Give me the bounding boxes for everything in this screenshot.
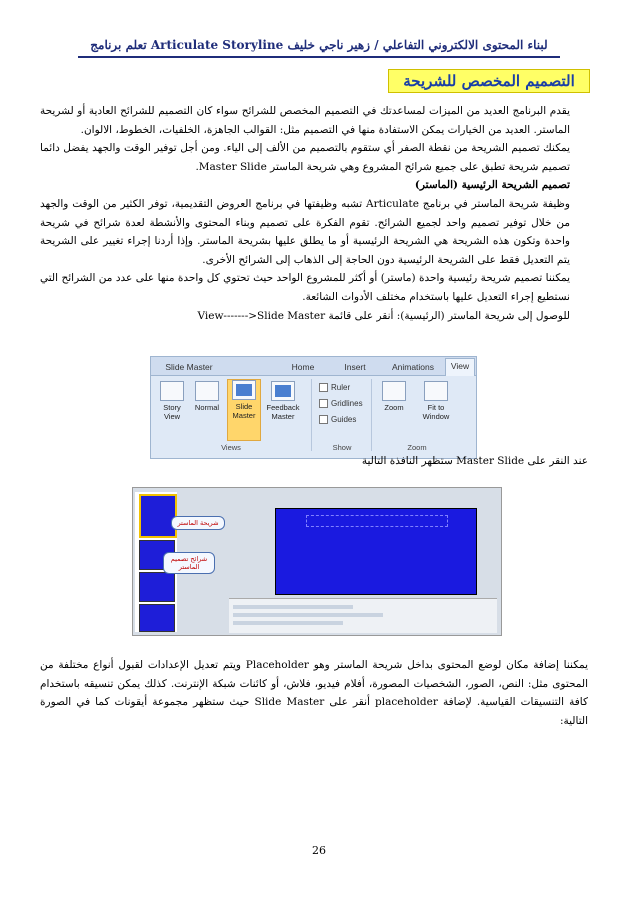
body-block-1 xyxy=(40,102,588,325)
tab-home[interactable]: Home xyxy=(291,362,315,372)
subheading-master: تصميم الشريحة الرئيسية (الماستر) xyxy=(414,179,570,192)
layout-thumbnail[interactable] xyxy=(139,572,175,602)
group-separator xyxy=(371,379,372,451)
callout-master: شريحة الماستر xyxy=(171,516,225,530)
caption-block xyxy=(40,452,588,471)
normal-view-icon xyxy=(195,381,219,401)
access-path-text: للوصول إلى شريحة الماستر (الرئيسية): أنقر على قائمة xyxy=(328,309,570,322)
paragraph-access-path xyxy=(40,307,588,326)
group-label-show: Show xyxy=(332,443,352,452)
header-divider xyxy=(78,56,560,58)
group-separator xyxy=(311,379,312,451)
gridlines-checkbox[interactable]: Gridlines xyxy=(319,399,363,408)
normal-view-button[interactable]: Normal xyxy=(191,381,223,412)
slide-master-button[interactable]: Slide Master xyxy=(227,379,261,441)
paragraph-placeholder: يمكننا إضافة مكان لوضع المحتوى بداخل شريحة الماستر وهو Placeholder ويتم تعديل الإعدادات لقبول أنواع مختلفة من المحتوى مثل: النص، الصور، الشخصيات المصورة، أفلام فيديو، فلاش، أو كائنات شبكة الإنترنت. كذلك يمكن تنسيقه باستخدام كافة التنسيقات القياسية. لإضافة placeholder أنقر على Slide Master حيث ستظهر مجموعة أيقونات كما في الصورة التالية: xyxy=(40,659,588,727)
magnifier-icon xyxy=(382,381,406,401)
fit-to-window-button[interactable]: Fit to Window xyxy=(415,381,457,421)
story-view-button[interactable]: Story View xyxy=(157,381,187,421)
fit-window-icon xyxy=(424,381,448,401)
layout-thumbnail[interactable] xyxy=(139,604,175,632)
timeline-row xyxy=(233,605,353,609)
tab-view[interactable]: View xyxy=(445,358,475,376)
title-placeholder[interactable] xyxy=(306,515,448,527)
page-number: 26 xyxy=(312,844,326,857)
paragraph-master-function: وظيفة شريحة الماستر في برنامج Articulate تشبه وظيفتها في برنامج العروض التقديمية، توفر الكثير من الوقت والجهد من خلال توفير تصميم واحد لجميع الشرائح. تقوم الفكرة على تصميم وبناء المحتوى والأنشطة لعدة شرائح في شريحة واحدة وتكون هذه الشريحة هي الشريحة الرئيسية أو ما يطلق عليها بشريحة الماستر. وإذا أردنا إجراء تغيير على الشريحة يتم التعديل فقط على الشريحة الرئيسية دون الحاجة إلى الذهاب إلى الشرائح الأخرى. xyxy=(40,197,570,266)
section-title-box xyxy=(388,69,590,93)
tab-slide-master[interactable]: Slide Master xyxy=(165,362,213,372)
guides-checkbox[interactable]: Guides xyxy=(319,415,356,424)
running-header: تعلم برنامج Articulate Storyline لبناء المحتوى الالكتروني التفاعلي / زهير ناجي خليف xyxy=(90,38,548,52)
paragraph-intro: يقدم البرنامج العديد من الميزات لمساعدتك في التصميم المخصص للشرائح سواء كان التصميم للشرائح العادية أو لشريحة الماستر. العديد من الخيارات يمكن الاستفادة منها في التصميم مثل: القوالب الجاهزة، الخلفيات، الخطوط، الالوان. xyxy=(40,105,570,136)
paragraph-from-scratch: يمكنك تصميم الشريحة من نقطة الصفر أي ستقوم بالتصميم من الألف إلى الياء. ومن أجل توفير الوقت والجهد يفضل دائما تصميم شريحة تطبق على جميع شرائح المشروع وهي شريحة الماستر Master Slide. xyxy=(40,142,570,173)
paragraph-multiple-masters: يمكننا تصميم شريحة رئيسية واحدة (ماستر) أو أكثر للمشروع الواحد حيث تحتوي كل واحدة منها على عدد من الشرائح التي نستطيع إجراء التعديل عليها باستخدام مختلف الأدوات الشائعة. xyxy=(40,272,570,303)
slide-master-window xyxy=(132,487,502,636)
master-thumbnail[interactable] xyxy=(139,494,177,538)
timeline-row xyxy=(233,621,343,625)
ribbon-tab-strip xyxy=(151,357,476,376)
window-caption: عند النقر على Master Slide ستظهر النافذة التالية xyxy=(361,455,588,467)
slide-master-icon xyxy=(232,380,256,400)
group-label-zoom: Zoom xyxy=(407,443,427,452)
body-block-2 xyxy=(40,656,588,730)
zoom-button[interactable]: Zoom xyxy=(377,381,411,412)
tab-insert[interactable]: Insert xyxy=(344,362,366,372)
access-path-menu: View------->Slide Master xyxy=(197,309,326,322)
slide-canvas[interactable] xyxy=(275,508,477,595)
tab-animations[interactable]: Animations xyxy=(391,362,435,372)
callout-layouts: شرائح تصميم الماستر xyxy=(163,552,215,574)
feedback-master-icon xyxy=(271,381,295,401)
section-title: التصميم المخصص للشريحة xyxy=(403,72,575,90)
group-label-views: Views xyxy=(221,443,241,452)
ruler-checkbox[interactable]: Ruler xyxy=(319,383,350,392)
timeline-panel xyxy=(229,598,497,633)
feedback-master-button[interactable]: Feedback Master xyxy=(261,381,305,421)
timeline-row xyxy=(233,613,383,617)
story-view-icon xyxy=(160,381,184,401)
ribbon-screenshot xyxy=(150,356,477,459)
